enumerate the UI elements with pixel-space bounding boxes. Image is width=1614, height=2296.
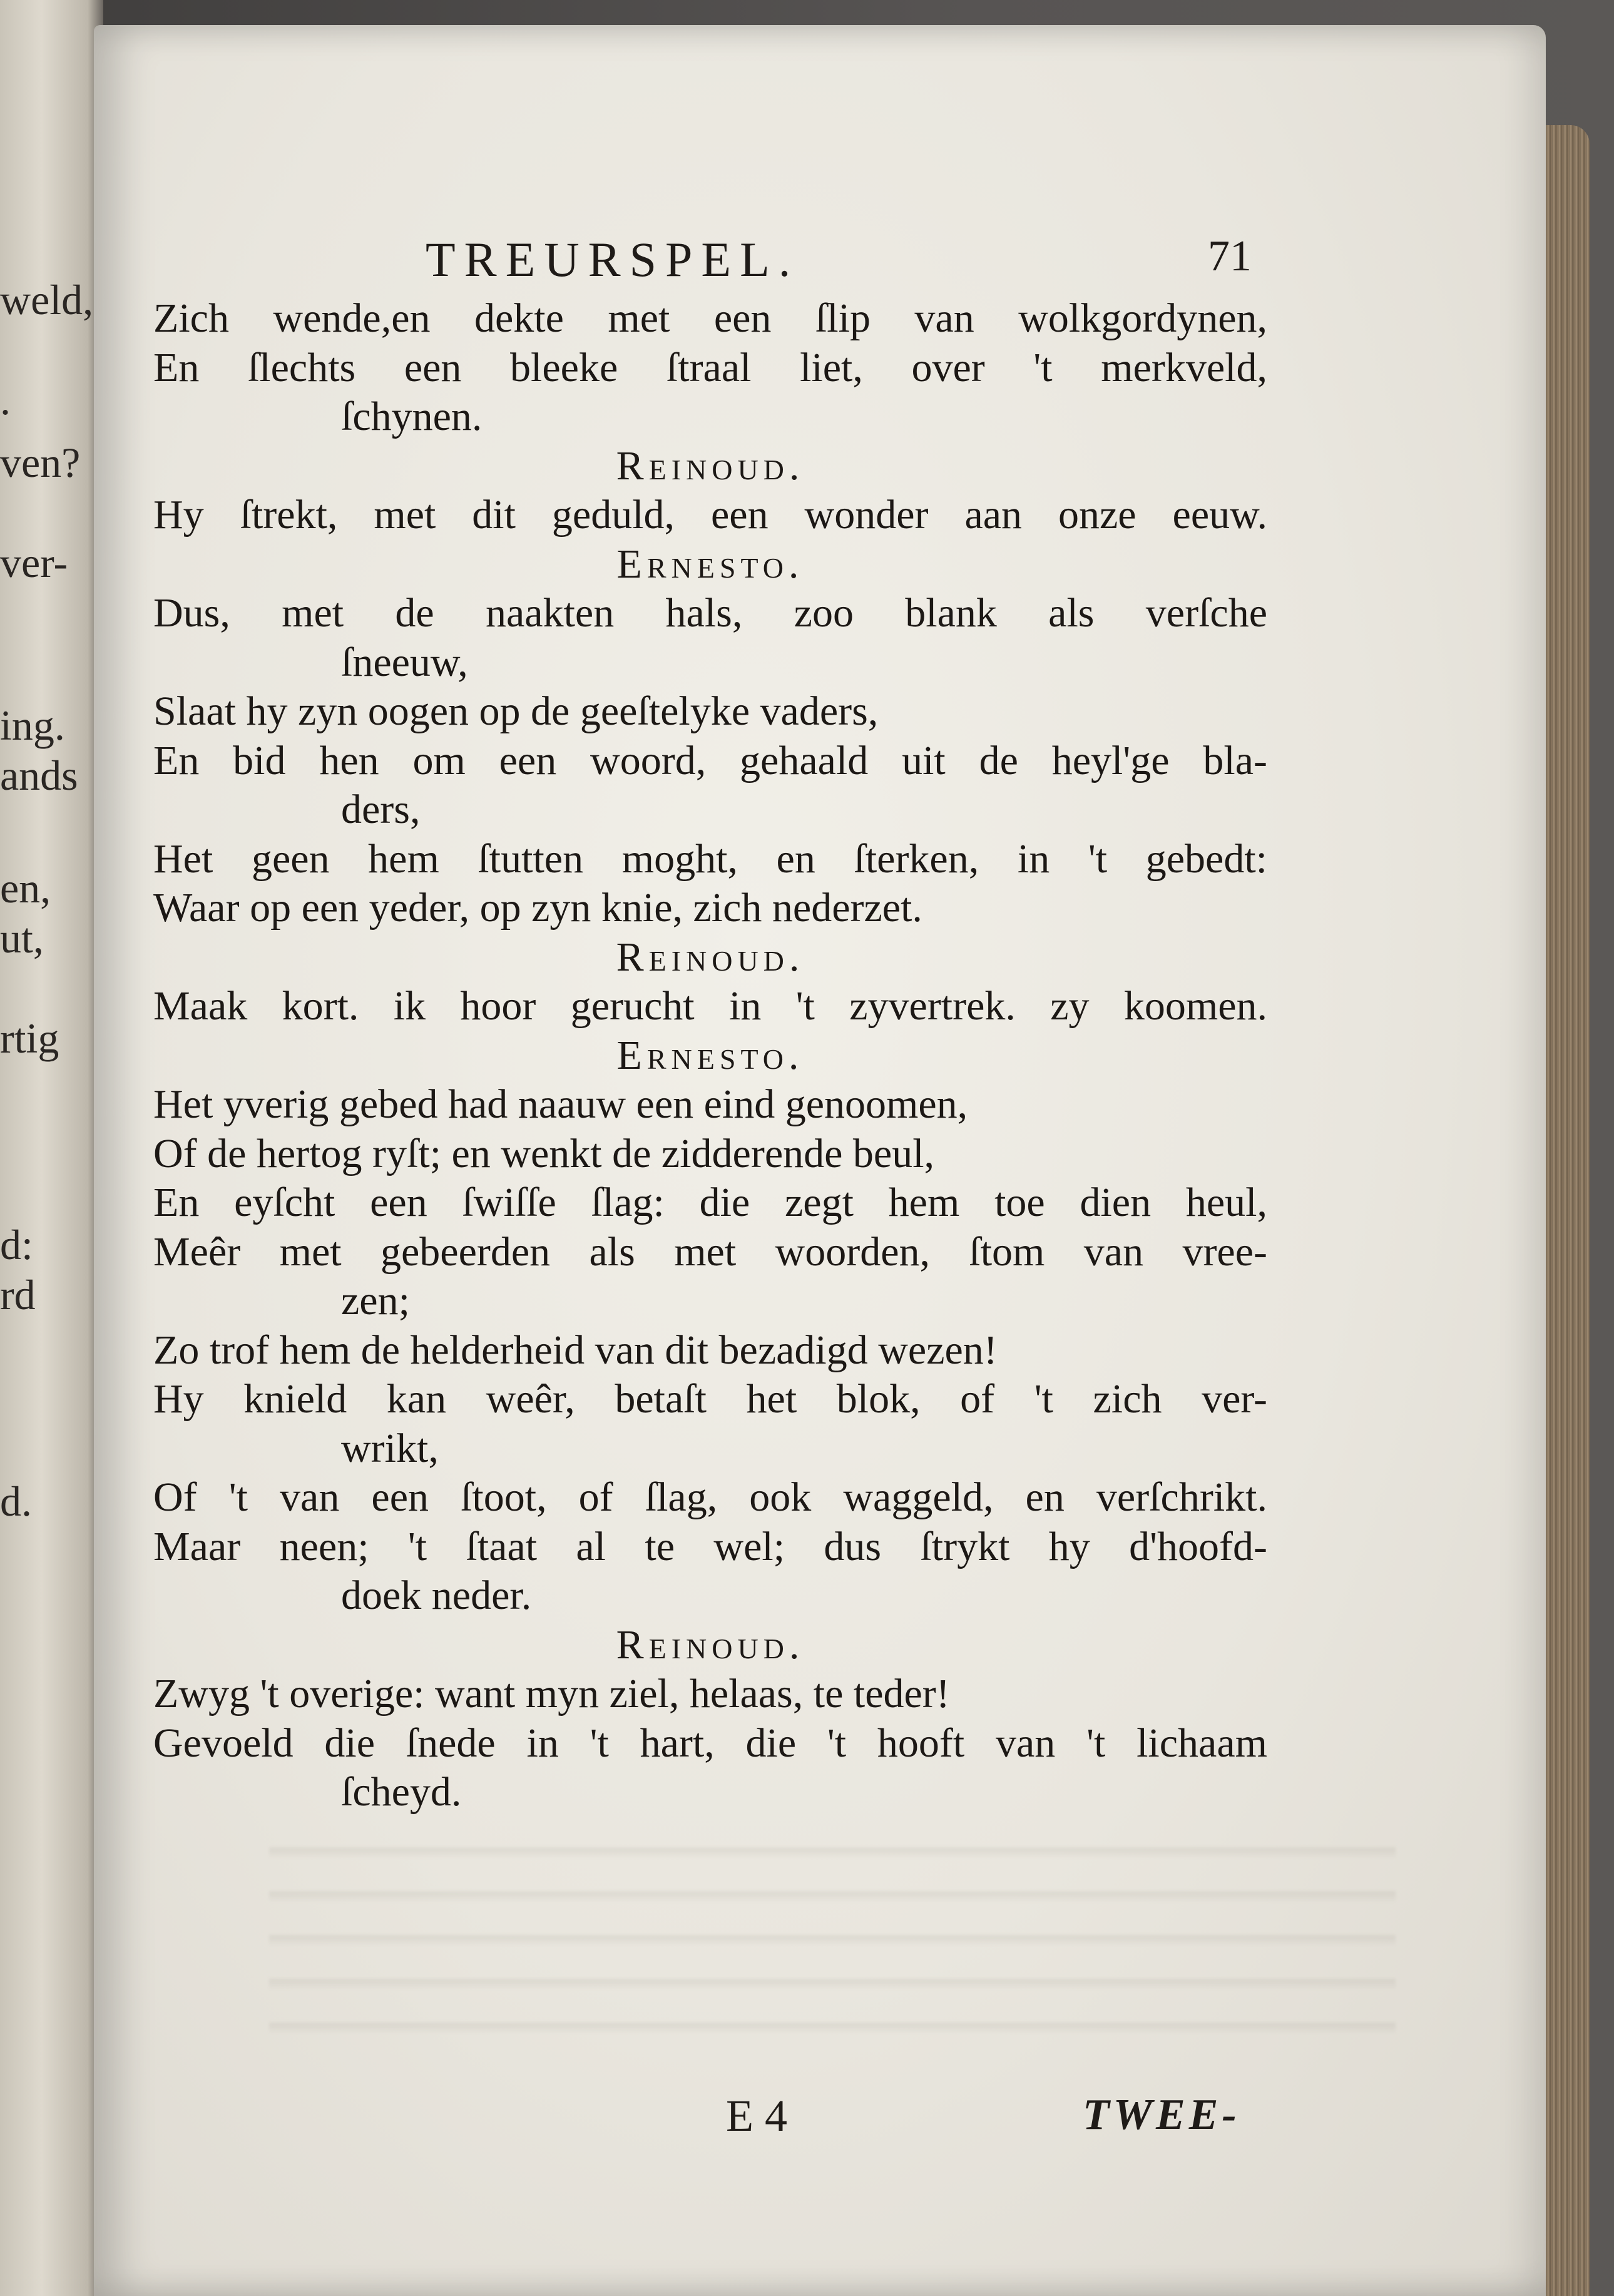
left-page-fragment: . [0, 376, 11, 424]
speaker-name: Reinoud. [616, 442, 805, 489]
catchword: TWEE- [1083, 2091, 1240, 2139]
verse-line: En eyſcht een ſwiſſe ſlag: die zegt hem toe dien heul, [153, 1180, 1267, 1225]
verse-line: Maar neen; 't ſtaat al te wel; dus ſtrykt hy d'hoofd- [153, 1523, 1267, 1569]
speaker-name: Ernesto. [616, 1032, 804, 1078]
running-head [94, 232, 1546, 294]
speaker-name: Reinoud. [616, 1621, 805, 1668]
left-page-fragment: rd [0, 1271, 36, 1319]
running-title: TREURSPEL. [426, 232, 800, 287]
verse-line-continuation: ders, [341, 787, 421, 832]
verse-line-continuation: zen; [341, 1278, 410, 1324]
verse-line-continuation: ſneeuw, [341, 639, 468, 685]
verse-line: Het geen hem ſtutten moght, en ſterken, in 't gebedt: [153, 835, 1267, 882]
left-page-fragment: ver- [0, 539, 68, 586]
verse-line-continuation: ſcheyd. [341, 1769, 462, 1815]
left-page-fragment: weld, [0, 276, 94, 324]
page-number: 71 [1208, 232, 1252, 280]
verse-line-continuation: doek neder. [341, 1573, 532, 1618]
left-page-fragment: ands [0, 752, 78, 799]
verse-line: Zich wende,en dekte met een ſlip van wolkgordynen, [153, 295, 1267, 341]
verse-line: Maak kort. ik hoor gerucht in 't zyvertrek. zy koomen. [153, 983, 1267, 1029]
verse-line: Hy ſtrekt, met dit geduld, een wonder aan onze eeuw. [153, 492, 1267, 538]
left-page-edge [0, 0, 103, 2296]
verse-line: Of 't van een ſtoot, of ſlag, ook waggeld, en verſchrikt. [153, 1474, 1267, 1520]
left-page-fragment: ut, [0, 914, 44, 962]
left-page-fragment: en, [0, 864, 51, 912]
left-page-fragment: d: [0, 1221, 33, 1268]
left-page-fragment: ing. [0, 702, 65, 749]
verse-line: En bid hen om een woord, gehaald uit de heyl'ge bla- [153, 737, 1267, 783]
verse-line: Meêr met gebeerden als met woorden, ſtom van vree- [153, 1228, 1267, 1275]
verse-line: Het yverig gebed had naauw een eind genoomen, [153, 1081, 968, 1127]
verse-line-continuation: ſchynen. [341, 394, 483, 439]
verse-line: Waar op een yeder, op zyn knie, zich nederzet. [153, 885, 922, 931]
verse-line: Zo trof hem de helderheid van dit bezadigd wezen! [153, 1327, 998, 1373]
speaker-name: Reinoud. [616, 934, 805, 980]
verse-line: Zwyg 't overige: want myn ziel, helaas, te teder! [153, 1671, 950, 1717]
verse-line: Gevoeld die ſnede in 't hart, die 't hooft van 't lichaam [153, 1720, 1267, 1766]
left-page-fragment: d. [0, 1477, 32, 1525]
left-page-fragment: ven? [0, 439, 81, 486]
signature-mark: E 4 [726, 2091, 787, 2141]
speaker-name: Ernesto. [616, 541, 804, 587]
verse-line-continuation: wrikt, [341, 1425, 439, 1471]
verse-line: Hy knield kan weêr, betaſt het blok, of 't zich ver- [153, 1376, 1267, 1422]
left-page-fragment: rtig [0, 1014, 59, 1062]
show-through-text [269, 1815, 1396, 2065]
verse-line: Dus, met de naakten hals, zoo blank als verſche [153, 590, 1267, 636]
book-page [94, 25, 1546, 2296]
verse-text [153, 294, 1267, 1817]
page-footer [94, 2090, 1546, 2153]
verse-line: Slaat hy zyn oogen op de geeſtelyke vaders, [153, 688, 879, 734]
verse-line: En ſlechts een bleeke ſtraal liet, over 't merkveld, [153, 344, 1267, 390]
verse-line: Of de hertog ryſt; en wenkt de zidderende beul, [153, 1130, 935, 1176]
